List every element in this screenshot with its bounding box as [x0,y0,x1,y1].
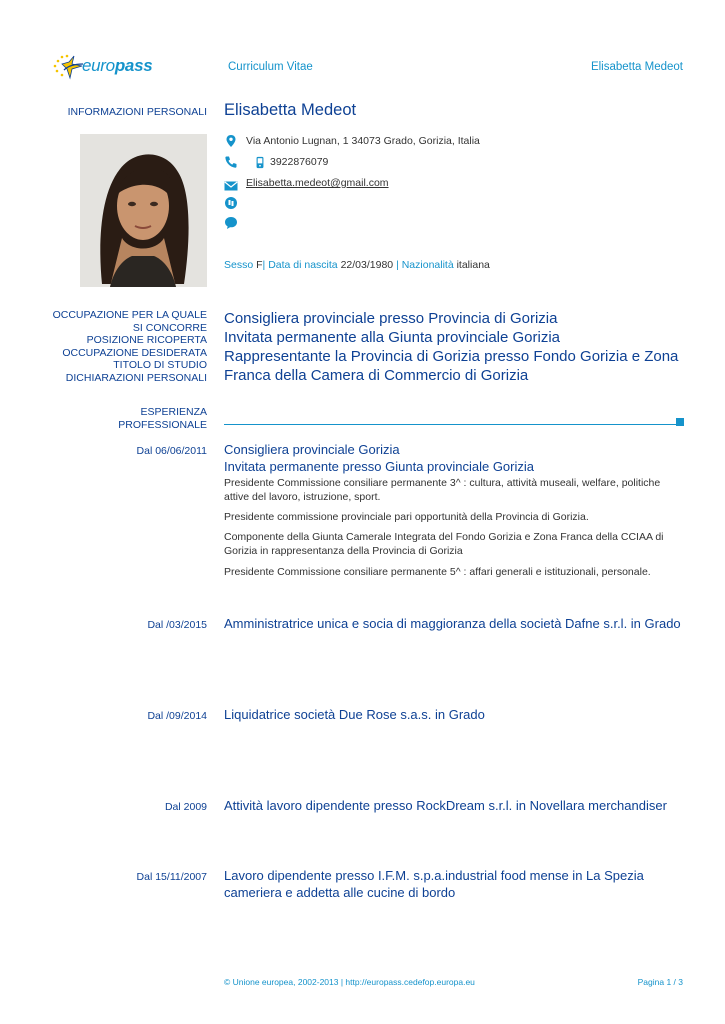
europass-stars-icon [52,52,86,82]
profile-photo [80,134,207,287]
occupation-label: SI CONCORRE [132,321,207,334]
section-divider [224,424,676,425]
experience-date: Dal 2009 [164,801,207,813]
experience-title: Consigliera provinciale Gorizia Invitata permanente presso Giunta provinciale Gorizia [224,442,534,474]
footer-copyright: © Unione europea, 2002-2013 | http://europass.cedefop.europa.eu [224,977,475,987]
document-title: Curriculum Vitae [228,61,313,73]
experience-detail: Presidente commissione provinciale pari opportunità della Provincia di Gorizia. [224,511,589,523]
phone-number[interactable]: 3922876079 [270,156,329,168]
sex-value: F [256,259,263,271]
email-link[interactable]: Elisabetta.medeot@gmail.com [246,177,389,189]
experience-date: Dal 06/06/2011 [136,445,207,457]
sex-label: Sesso [224,259,254,271]
birth-date-label: Data di nascita [268,259,338,271]
email-icon [224,179,238,193]
experience-title: Liquidatrice società Due Rose s.a.s. in Grado [224,707,485,722]
personal-info-label: INFORMAZIONI PERSONALI [67,106,207,118]
experience-detail: Presidente Commissione consiliare permanente 5^ : affari generali e istituzionali, personale. [224,566,651,578]
logo-wordmark: europass [82,56,153,75]
occupation-line: Consigliera provinciale presso Provincia di Gorizia [224,310,558,327]
experience-date: Dal /03/2015 [147,619,207,631]
experience-title: Lavoro dipendente presso I.F.M. s.p.a.industrial food mense in La Spezia cameriera e addetta alle cucine di bordo [224,868,644,900]
occupation-labels [53,309,207,384]
header-person-name: Elisabetta Medeot [590,61,683,73]
occupation-label: OCCUPAZIONE DESIDERATA [62,346,207,359]
section-divider-marker [676,418,684,426]
occupation-line: Rappresentante la Provincia di Gorizia presso Fondo Gorizia e Zona [224,348,679,365]
occupation-label: OCCUPAZIONE PER LA QUALE [52,309,207,321]
location-pin-icon [224,134,238,148]
occupation-text [224,309,678,385]
experience-date: Dal /09/2014 [147,710,207,722]
experience-detail: Presidente Commissione consiliare permanente 3^ : cultura, attività museali, welfare, politiche attive del lavoro, istruzione, sport. [224,477,661,503]
nationality-label: Nazionalità [401,259,454,271]
address-text: Via Antonio Lugnan, 1 34073 Grado, Gorizia, Italia [246,135,480,147]
web-icon [224,196,238,210]
personal-details-line [224,259,490,271]
experience-title: Amministratrice unica e socia di maggioranza della società Dafne s.r.l. in Grado [224,616,681,631]
separator: | [262,259,266,271]
chat-icon [224,216,238,230]
experience-title: Attività lavoro dipendente presso RockDream s.r.l. in Novellara merchandiser [224,798,667,813]
occupation-line: Invitata permanente alla Giunta provinciale Gorizia [224,329,561,346]
phone-icon [224,155,238,169]
occupation-label: TITOLO DI STUDIO [113,359,207,371]
occupation-label: POSIZIONE RICOPERTA [86,334,207,346]
separator: | [396,259,399,271]
occupation-line: Franca della Camera di Commercio di Gorizia [224,367,529,384]
occupation-label: DICHIARAZIONI PERSONALI [65,371,207,384]
experience-section-label: ESPERIENZA PROFESSIONALE [118,406,207,431]
experience-date: Dal 15/11/2007 [136,871,207,883]
mobile-phone-icon [254,156,266,169]
birth-date-value: 22/03/1980 [340,259,394,271]
europass-logo [52,52,152,82]
nationality-value: italiana [456,259,490,271]
person-name: Elisabetta Medeot [224,101,357,119]
footer-page-number: Pagina 1 / 3 [637,977,683,987]
experience-detail: Componente della Giunta Camerale Integrata del Fondo Gorizia e Zona Franca della CCIAA di Gorizia in rappresentanza della Provincia di Gorizia [224,531,664,557]
